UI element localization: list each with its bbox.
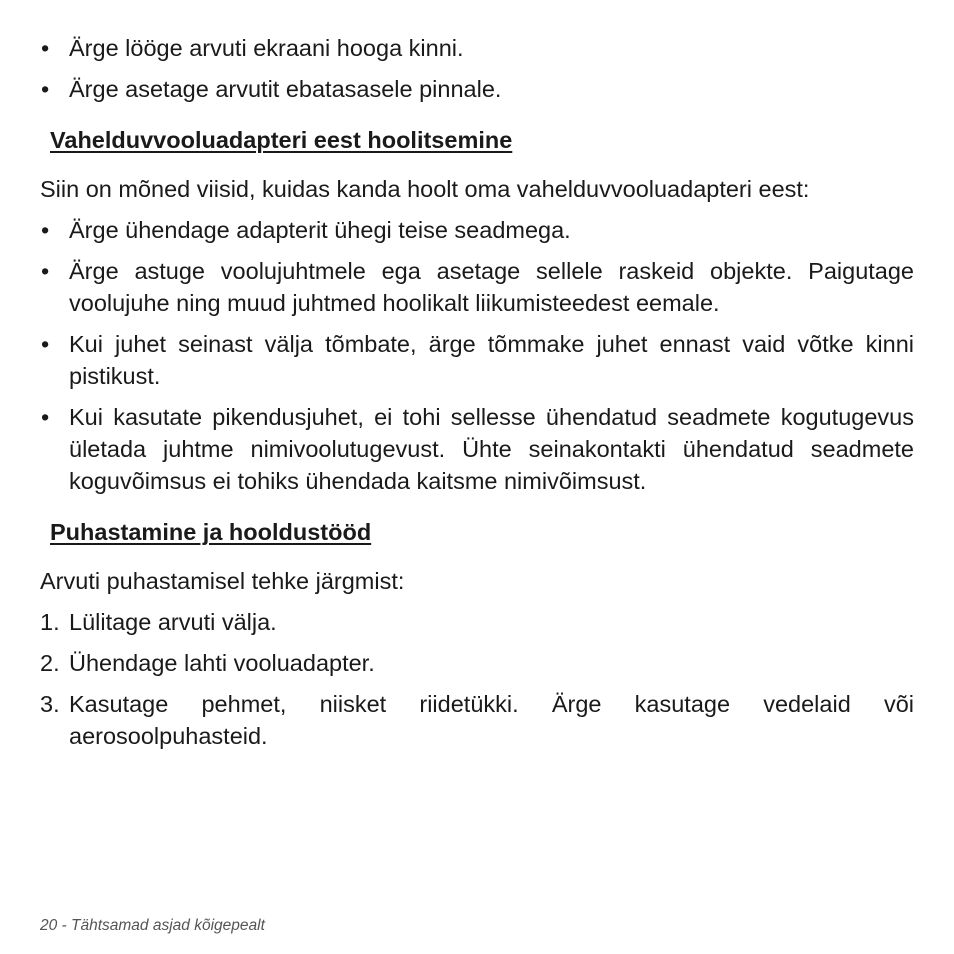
document-page (40, 32, 914, 761)
step-number: 1. (40, 609, 60, 635)
step-number: 2. (40, 650, 60, 676)
section-heading-adapter: Vahelduvvooluadapteri eest hoolitsemine (50, 127, 513, 153)
list-item (40, 688, 914, 752)
section-intro-adapter: Siin on mõned viisid, kuidas kanda hoolt oma vahelduvvooluadapteri eest: (40, 176, 810, 202)
top-bullet-list (40, 32, 914, 105)
list-item (40, 328, 914, 392)
adapter-bullet-list (40, 214, 914, 497)
step-number: 3. (40, 691, 60, 717)
list-item-text: Ärge lööge arvuti ekraani hooga kinni. (69, 35, 464, 61)
list-item-text: Lülitage arvuti välja. (69, 609, 277, 635)
list-item (40, 32, 914, 64)
list-item-text: Kui kasutate pikendusjuhet, ei tohi sellesse ühendatud seadmete kogutugevus ületada juhtme nimivoolutugevust. Ühte seinakontakti ühendatud seadmete koguvõimsus ei tohiks ühendada kaitsme nimivõimsust. (69, 404, 914, 494)
list-item-text: Kasutage pehmet, niisket riidetükki. Ärge kasutage vedelaid või aerosoolpuhasteid. (69, 691, 914, 749)
section-heading-cleaning: Puhastamine ja hooldustööd (50, 519, 372, 545)
list-item (40, 401, 914, 497)
list-item (40, 647, 914, 679)
bullet-marker: • (41, 76, 50, 102)
list-item-text: Ärge ühendage adapterit ühegi teise seadmega. (69, 217, 571, 243)
section-intro-cleaning: Arvuti puhastamisel tehke järgmist: (40, 568, 405, 594)
bullet-marker: • (41, 331, 50, 357)
bullet-marker: • (41, 35, 50, 61)
bullet-marker: • (41, 217, 50, 243)
list-item (40, 255, 914, 319)
list-item-text: Ärge asetage arvutit ebatasasele pinnale. (69, 76, 502, 102)
list-item-text: Kui juhet seinast välja tõmbate, ärge tõmmake juhet ennast vaid võtke kinni pistikust. (69, 331, 914, 389)
list-item (40, 214, 914, 246)
list-item-text: Ärge astuge voolujuhtmele ega asetage sellele raskeid objekte. Paigutage voolujuhe ning muud juhtmed hoolikalt liikumisteedest eemale. (69, 258, 914, 316)
list-item (40, 606, 914, 638)
bullet-marker: • (41, 258, 50, 284)
list-item-text: Ühendage lahti vooluadapter. (69, 650, 375, 676)
bullet-marker: • (41, 404, 50, 430)
cleaning-steps-list (40, 606, 914, 752)
list-item (40, 73, 914, 105)
page-footer: 20 - Tähtsamad asjad kõigepealt (40, 917, 265, 934)
